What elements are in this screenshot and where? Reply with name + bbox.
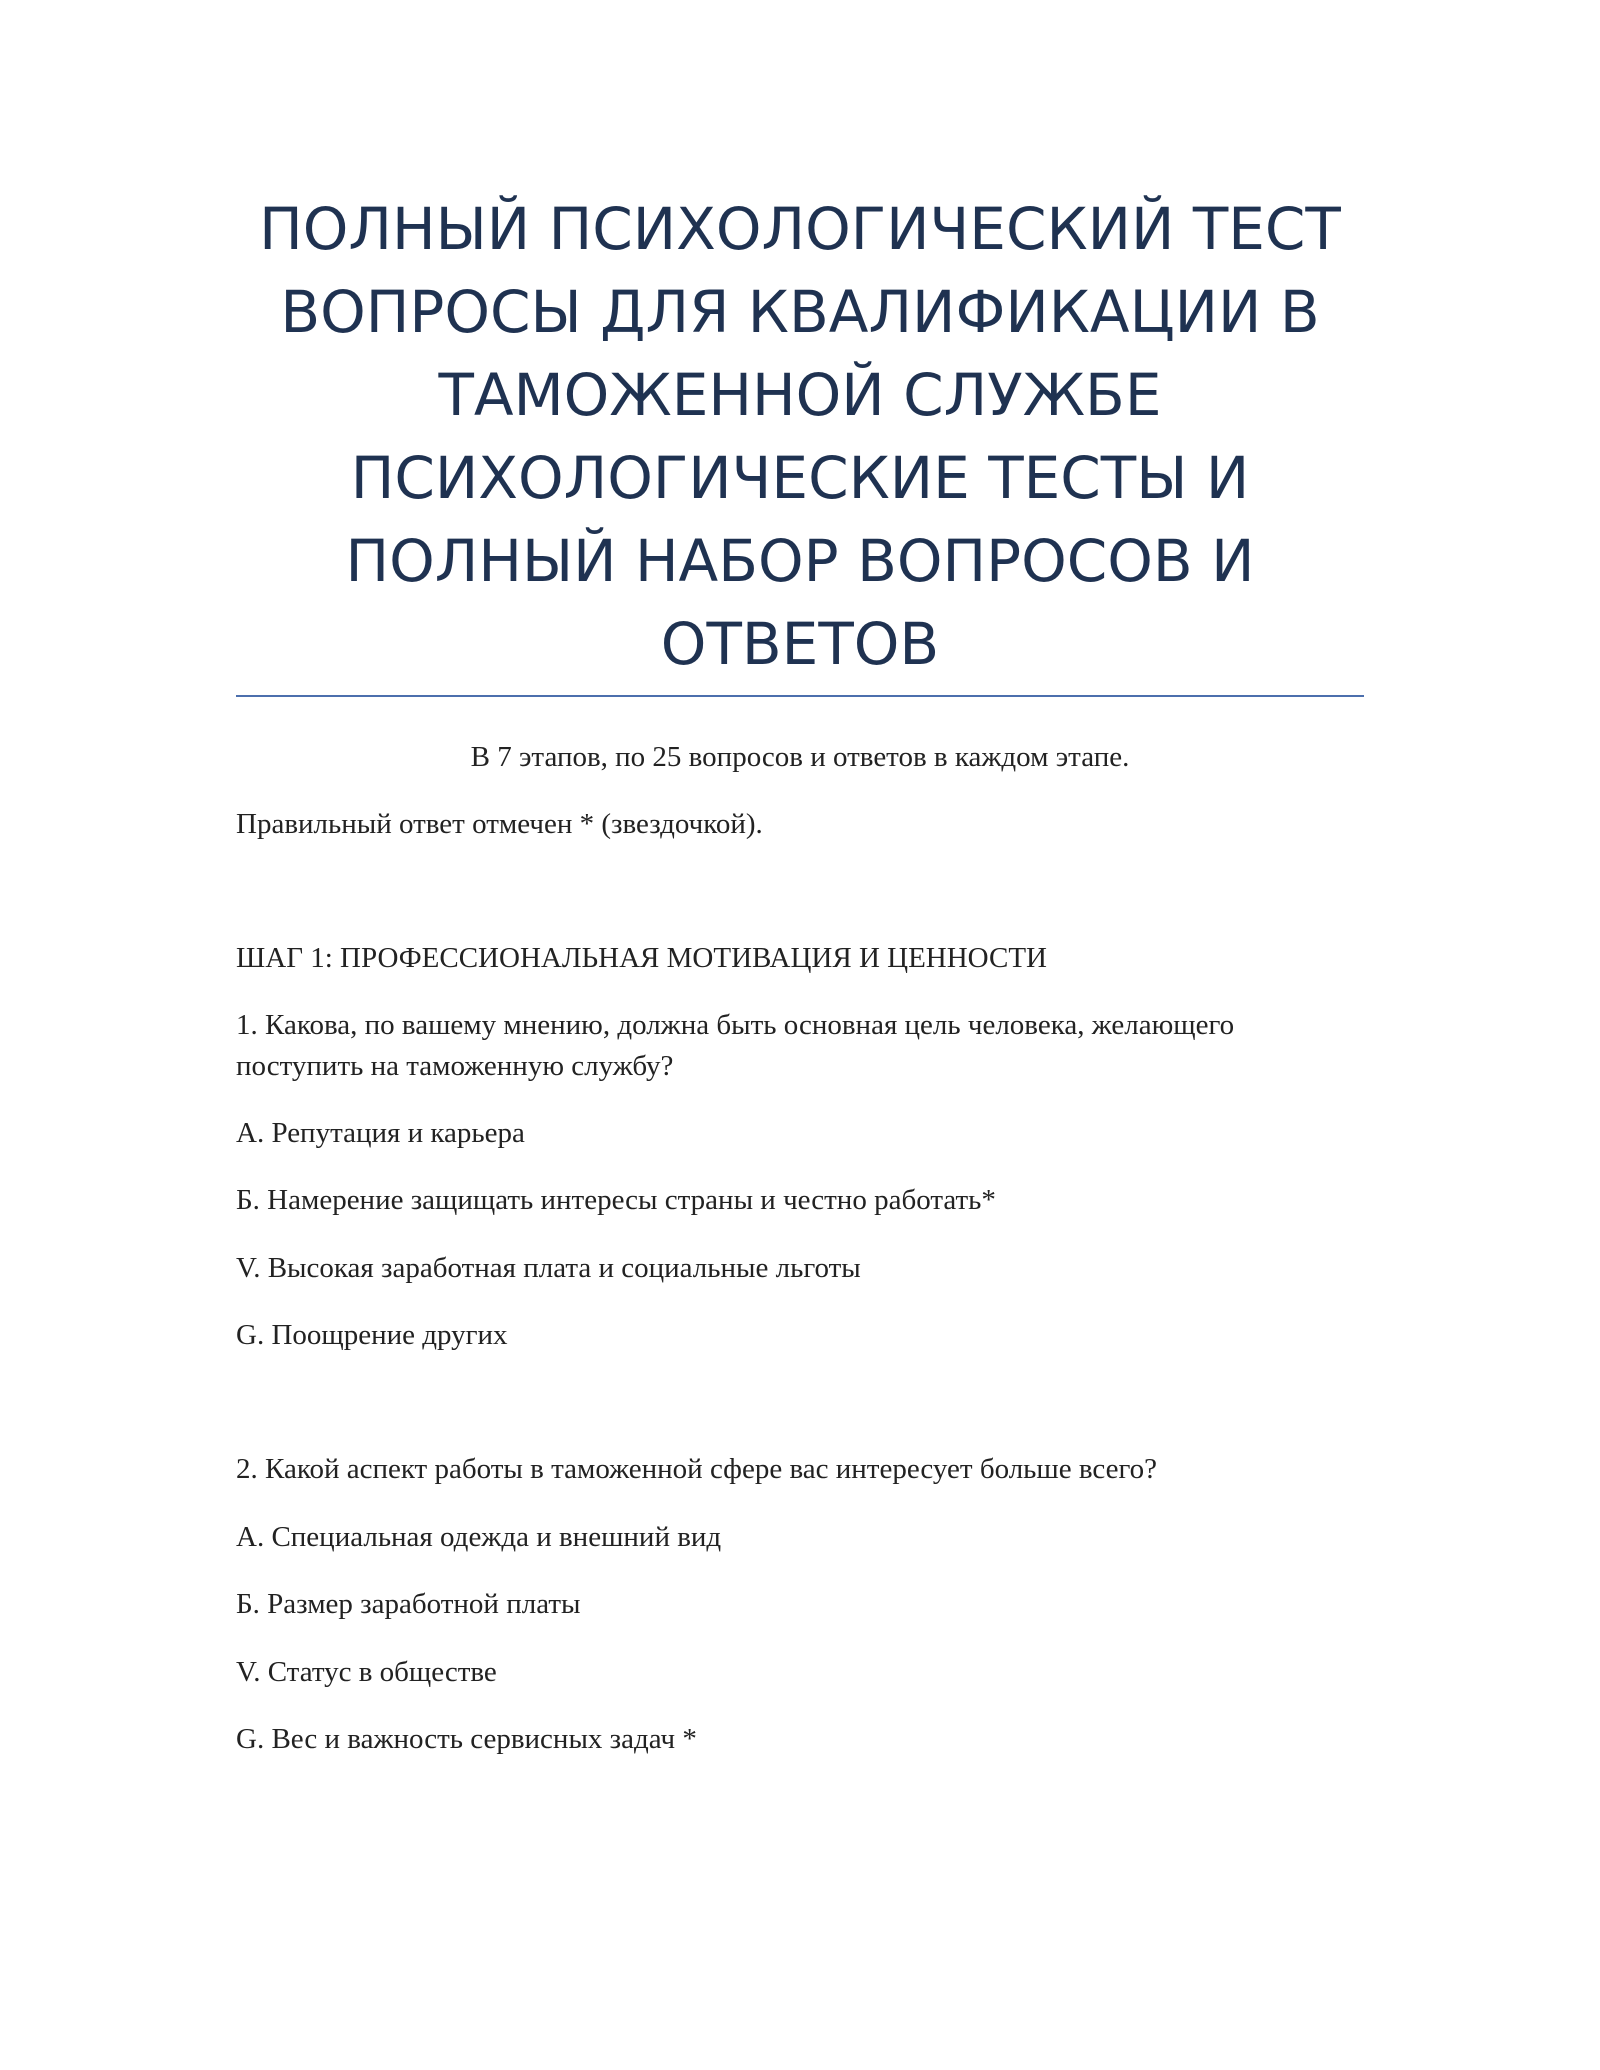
question-text: 2. Какой аспект работы в таможенной сфере вас интересует больше всего? [236, 1453, 1158, 1485]
answer-note: Правильный ответ отмечен * (звездочкой). [236, 808, 763, 840]
answer-option: G. Поощрение других [236, 1319, 508, 1351]
title-line: ПОЛНЫЙ НАБОР ВОПРОСОВ И [345, 527, 1255, 595]
answer-option: Б. Намерение защищать интересы страны и честно работать* [236, 1184, 996, 1216]
title-line: ВОПРОСЫ ДЛЯ КВАЛИФИКАЦИИ В [280, 278, 1320, 346]
title-line: ПСИХОЛОГИЧЕСКИЕ ТЕСТЫ И [350, 444, 1250, 512]
question-text: 1. Какова, по вашему мнению, должна быть основная цель человека, желающего [236, 1009, 1235, 1041]
document-title [236, 188, 1364, 686]
answer-option: A. Специальная одежда и внешний вид [236, 1521, 722, 1553]
answer-option: V. Статус в обществе [236, 1656, 497, 1688]
answer-option: G. Вес и важность сервисных задач * [236, 1723, 697, 1755]
title-line: ТАМОЖЕННОЙ СЛУЖБЕ [438, 361, 1162, 429]
subtitle: В 7 этапов, по 25 вопросов и ответов в каждом этапе. [470, 741, 1130, 773]
title-divider [236, 695, 1364, 697]
title-line: ОТВЕТОВ [660, 610, 940, 678]
question-text: поступить на таможенную службу? [236, 1050, 674, 1082]
section-heading: ШАГ 1: ПРОФЕССИОНАЛЬНАЯ МОТИВАЦИЯ И ЦЕННОСТИ [236, 942, 1047, 974]
answer-option: A. Репутация и карьера [236, 1117, 525, 1149]
title-line: ПОЛНЫЙ ПСИХОЛОГИЧЕСКИЙ ТЕСТ [259, 195, 1341, 263]
answer-option: V. Высокая заработная плата и социальные льготы [236, 1252, 861, 1284]
answer-option: Б. Размер заработной платы [236, 1588, 581, 1620]
